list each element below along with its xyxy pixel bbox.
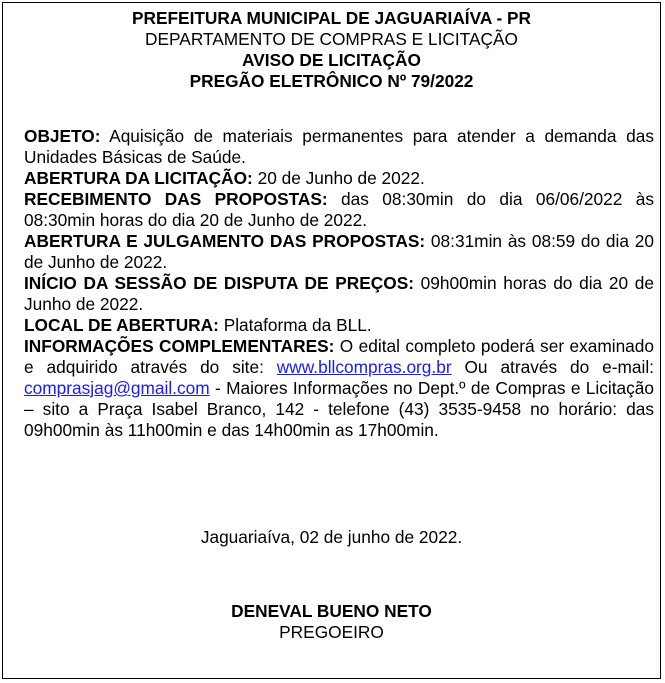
recebimento-text: das 08:30min do dia 06/06/2022 às 08:30min horas do dia 20 de Junho de 2022. [24, 189, 654, 230]
julgamento-paragraph [24, 231, 654, 273]
signature-block [3, 601, 660, 643]
abertura-text: 20 de Junho de 2022. [252, 168, 425, 188]
notice-type-title: AVISO DE LICITAÇÃO [242, 50, 421, 70]
signer-role: PREGOEIRO [279, 622, 384, 642]
email-link[interactable]: comprasjag@gmail.com [24, 378, 210, 398]
objeto-text: Aquisição de materiais permanentes para atender a demanda das Unidades Básicas de Saúde. [24, 126, 654, 167]
disputa-label: INÍCIO DA SESSÃO DE DISPUTA DE PREÇOS: [24, 273, 414, 293]
notice-body [24, 126, 654, 441]
local-text: Plataforma da BLL. [218, 315, 372, 335]
info-text-2: Ou através do e-mail: [451, 357, 654, 377]
disputa-paragraph [24, 273, 654, 315]
info-text-3: - Maiores Informações no Dept.º de Compras e Licitação – sito a Praça Isabel Branco, 142 - telefone (43) 3535-9458 no horário: das 09h00min às 11h00min e das 14h00min as 17h00min. [24, 378, 654, 440]
julgamento-text: 08:31min às 08:59 do dia 20 de Junho de 2022. [24, 231, 654, 272]
info-label: INFORMAÇÕES COMPLEMENTARES: [24, 336, 335, 356]
municipality-title: PREFEITURA MUNICIPAL DE JAGUARIAÍVA - PR [131, 8, 532, 28]
abertura-label: ABERTURA DA LICITAÇÃO: [24, 168, 253, 188]
local-label: LOCAL DE ABERTURA: [24, 315, 219, 335]
notice-header [3, 8, 660, 92]
abertura-paragraph [24, 168, 654, 189]
department-title: DEPARTAMENTO DE COMPRAS E LICITAÇÃO [145, 29, 518, 49]
info-paragraph [24, 336, 654, 441]
website-link[interactable]: www.bllcompras.org.br [276, 357, 452, 377]
notice-frame [2, 2, 661, 679]
objeto-label: OBJETO: [24, 126, 101, 146]
place-date: Jaguariaíva, 02 de junho de 2022. [200, 527, 463, 547]
signer-name: DENEVAL BUENO NETO [231, 601, 432, 621]
auction-number-title: PREGÃO ELETRÔNICO Nº 79/2022 [189, 71, 474, 91]
info-text-1: O edital completo poderá ser examinado e adquirido através do site: [24, 336, 655, 377]
recebimento-label: RECEBIMENTO DAS PROPOSTAS: [24, 189, 328, 209]
disputa-text: 09h00min horas do dia 20 de Junho de 2022. [24, 273, 654, 314]
objeto-paragraph [24, 126, 654, 168]
recebimento-paragraph [24, 189, 654, 231]
local-paragraph [24, 315, 654, 336]
julgamento-label: ABERTURA E JULGAMENTO DAS PROPOSTAS: [24, 231, 426, 251]
